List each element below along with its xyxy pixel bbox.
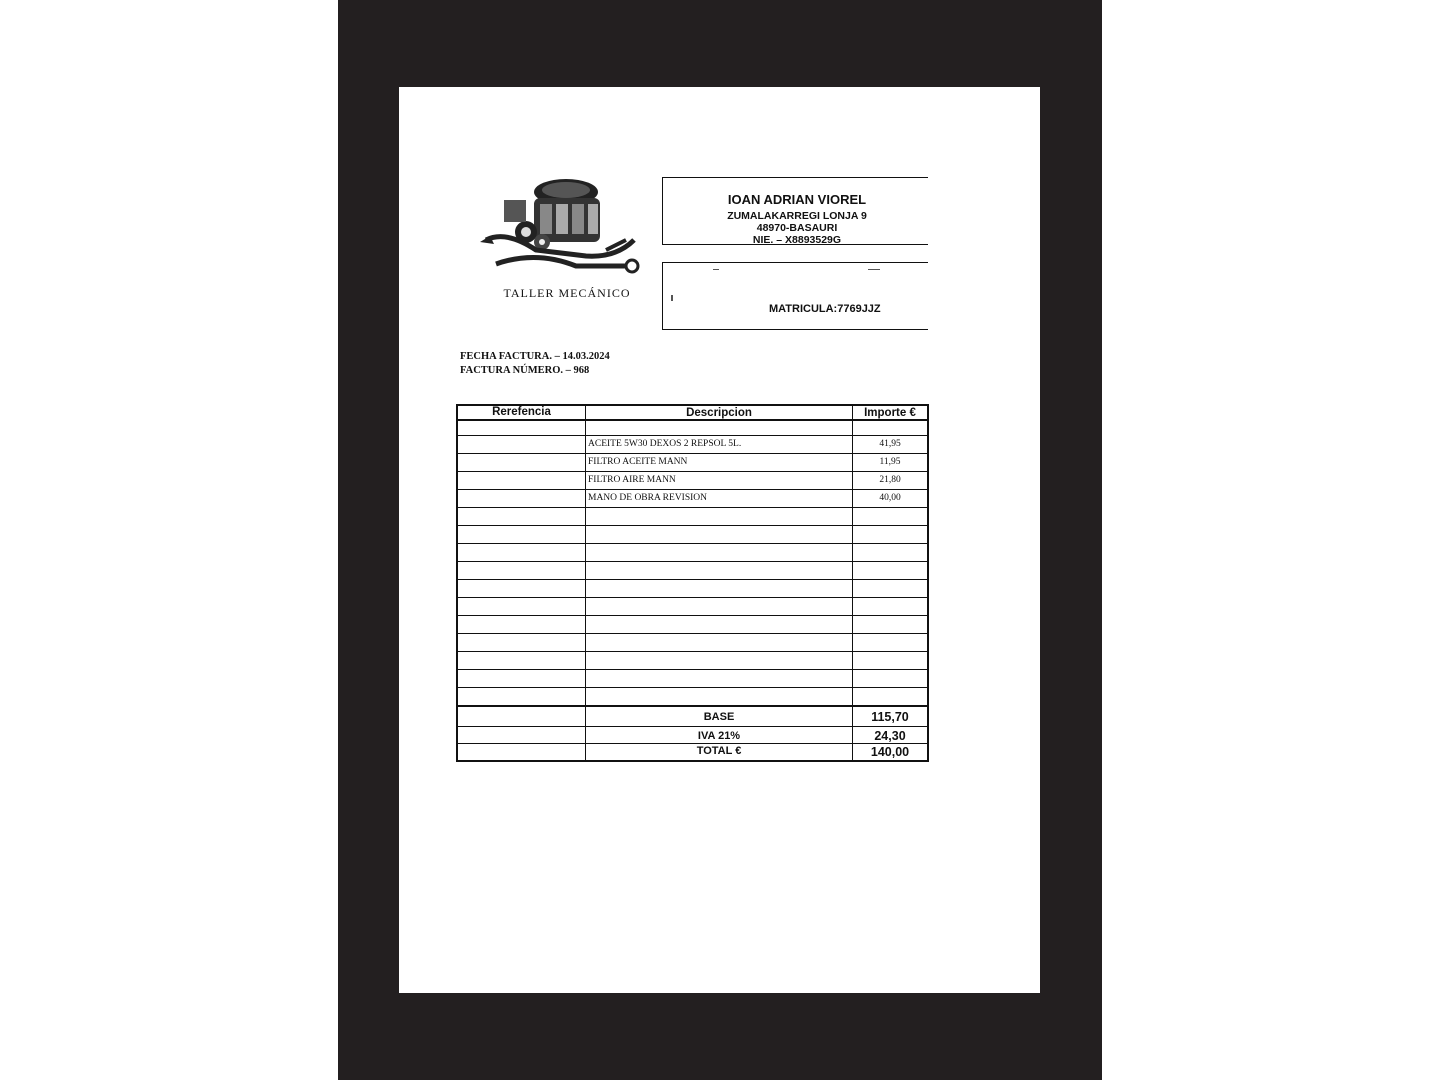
row-line [456,687,929,688]
item-amount: 40,00 [879,493,901,503]
header-referencia: Rerefencia [492,406,551,418]
owner-city: 48970-BASAURI [756,222,838,234]
invoice-date: FECHA FACTURA. – 14.03.2024 [460,351,610,362]
license-plate: MATRICULA:7769JJZ [769,303,881,315]
total-value: 140,00 [870,745,910,759]
iva-label: IVA 21% [697,730,741,742]
base-value: 115,70 [871,710,909,724]
header-descripcion: Descripcion [686,407,752,419]
row-line [456,543,929,544]
row-line [456,579,929,580]
header-importe: Importe € [864,407,916,419]
owner-name: IOAN ADRIAN VIOREL [727,192,867,207]
row-line [456,561,929,562]
row-line [456,726,929,727]
invoice-number: FACTURA NÚMERO. – 968 [460,365,590,376]
engine-logo [476,170,646,282]
row-line [456,525,929,526]
row-line [456,597,929,598]
iva-value: 24,30 [874,729,906,743]
row-line [456,651,929,652]
row-line [456,507,929,508]
item-description: FILTRO ACEITE MANN [588,457,688,467]
logo-caption: TALLER MECÁNICO [503,286,631,300]
row-line [456,471,929,472]
column-divider [852,404,853,762]
owner-nie: NIE. – X8893529G [752,234,842,246]
totals-divider [456,705,929,707]
row-line [456,669,929,670]
row-line [456,615,929,616]
client-box [662,262,928,330]
row-line [456,435,929,436]
owner-address: ZUMALAKARREGI LONJA 9 [727,210,867,222]
item-description: ACEITE 5W30 DEXOS 2 REPSOL 5L. [588,439,742,449]
redaction-mark [713,269,719,270]
item-description: MANO DE OBRA REVISION [588,493,708,503]
item-amount: 21,80 [879,475,901,485]
item-amount: 41,95 [879,439,901,449]
row-line [456,489,929,490]
item-description: FILTRO AIRE MANN [588,475,676,485]
row-line [456,419,929,421]
item-amount: 11,95 [879,457,901,467]
row-line [456,633,929,634]
row-line [456,453,929,454]
row-line [456,743,929,744]
base-label: BASE [703,711,735,723]
redaction-mark [868,269,880,270]
total-label: TOTAL € [696,745,742,757]
column-divider [585,404,586,762]
redaction-mark [671,295,673,301]
